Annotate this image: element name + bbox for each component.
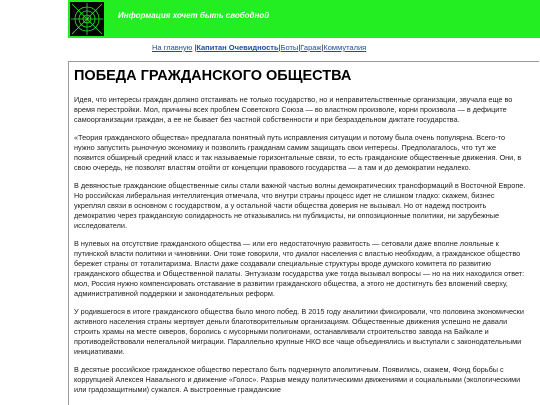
site-tagline: Информация хочет быть свободной <box>118 11 270 20</box>
nav-link-communalia[interactable]: Коммуталия <box>323 43 367 52</box>
article-paragraph: В десятые российское гражданское общество перестало быть подчеркнуто аполитичным. Появились, скажем, Фонд борьбы с коррупцией Алексея Навального и движение «Голос». Разрыв между политическими движениями и социальными (экологическими или градозащитными) сужался. А выстроенные гражданские <box>74 365 521 394</box>
top-navigation <box>152 43 366 52</box>
article-paragraph: В нулевых на отсутствие гражданского общества — или его недостаточную развитость — сетовали даже вполне лояльные к путинской власти политики и чиновники. Они тоже говорили, что диалог населения с властью необходим, а гражданское общество бережет страны от тоталитаризма. Власти даже создавали специальные структуры вроде думского комитета по развитию гражданского общества и Общественной палаты. Энтузиазм государства уже тогда вызывал вопросы — но на них находился ответ: мол, Россия нужно компенсировать отставание в развитии гражданского общества, а этого не достигнуть без вложений сверху, административной поддержки и законодательных реформ. <box>74 239 525 298</box>
article-paragraph: В девяностые гражданские общественные силы стали важной частью волны демократических трансформаций в Восточной Европе. Но российская либеральная интеллигенция отмечала, что внутри страны процесс идет не слишком гладко: скажем, бизнес укреплял связи в основном с государством, а у остальной части общества доверия не вызывал. Но от надежд построить демократию через гражданскую солидарность не отказывались ни публицисты, ни оппозиционные политики, ни зарубежные исследователи. <box>74 181 526 230</box>
nav-link-captain-obvious[interactable]: Капитан Очевидность <box>196 43 279 52</box>
nav-separator: | <box>278 43 281 52</box>
nav-separator: | <box>298 43 301 52</box>
nav-separator: | <box>192 43 197 52</box>
spider-web-icon[interactable] <box>70 2 104 36</box>
nav-link-bots[interactable]: Боты <box>280 43 299 52</box>
nav-separator: | <box>321 43 324 52</box>
article-body <box>74 95 526 403</box>
article-paragraph: «Теория гражданского общества» предлагала понятный путь исправления ситуации и потому была очень популярна. Всего-то нужно запустить рыночную экономику и позволить гражданам самим защищать свои интересы. Предполагалось, что тут же появится обширный средний класс и так называемые горизонтальные связи, то есть гражданские общественные движения. Они, в свою очередь, не позволят властям отойти от концепции правового государства — а там и до демократии недалеко. <box>74 133 522 172</box>
content-frame <box>68 61 539 405</box>
article-paragraph: Идея, что интересы граждан должно отстаивать не только государство, но и неправительственные организации, звучала еще во время перестройки. Мол, причины всех проблем Советского Союза — во властном произволе, корни произвола — в дефиците самоорганизации граждан, а ее не бывает без частной собственности и при безраздельном диктате государства. <box>74 95 513 124</box>
nav-link-garage[interactable]: Гараж <box>300 43 322 52</box>
page-title: ПОБЕДА ГРАЖДАНСКОГО ОБЩЕСТВА <box>74 68 352 84</box>
nav-link-home[interactable]: На главную <box>152 43 193 52</box>
article-paragraph: У родившегося в итоге гражданского общества было много побед. В 2015 году аналитики фиксировали, что половина экономически активного населения страны жертвует деньги благотворительным организациям. Общественные движения успешно не давали строить храмы на месте скверов, боролись с мусорными полигонами, останавливали строительство завода на Байкале и противодействовали нелегальной миграции. Параллельно крупные НКО все чаще объединялись и выступали с законодательными инициативами. <box>74 307 524 356</box>
